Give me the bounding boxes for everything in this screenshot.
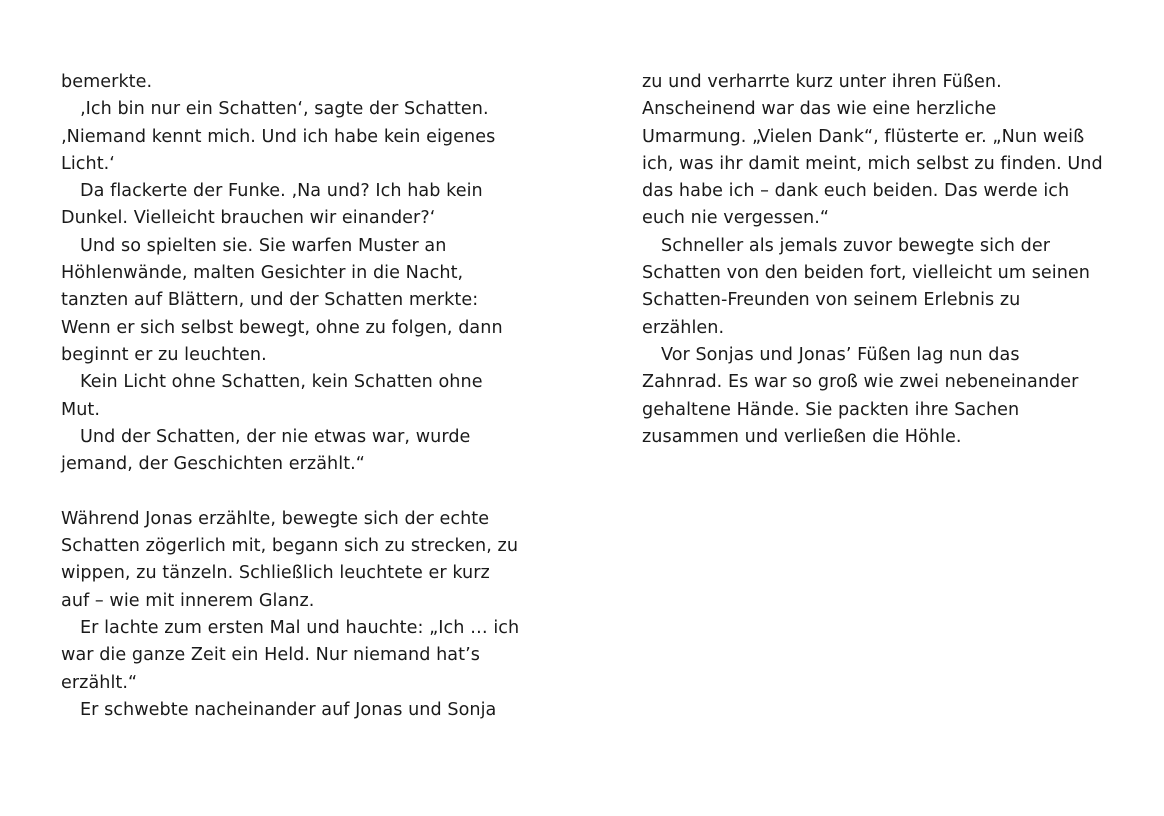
text-line: tanzten auf Blättern, und der Schatten merkte: bbox=[61, 290, 479, 311]
text-line: Licht.‘ bbox=[61, 153, 115, 174]
text-line: Dunkel. Vielleicht brauchen wir einander?‘ bbox=[61, 208, 436, 229]
text-line: Umarmung. „Vielen Dank“, flüsterte er. „Nun weiß bbox=[642, 126, 1085, 147]
text-line: euch nie vergessen.“ bbox=[642, 208, 830, 229]
text-line: wippen, zu tänzeln. Schließlich leuchtete er kurz bbox=[61, 563, 490, 584]
text-line: ich, was ihr damit meint, mich selbst zu finden. Und bbox=[642, 153, 1103, 174]
text-line: jemand, der Geschichten erzählt.“ bbox=[61, 454, 365, 475]
text-line: bemerkte. bbox=[61, 72, 153, 92]
text-line: auf – wie mit innerem Glanz. bbox=[61, 590, 315, 611]
text-line: Wenn er sich selbst bewegt, ohne zu folgen, dann bbox=[61, 317, 503, 338]
text-line: Und der Schatten, der nie etwas war, wurde bbox=[80, 426, 471, 447]
text-line: Kein Licht ohne Schatten, kein Schatten ohne bbox=[80, 372, 483, 393]
text-line: erzählt.“ bbox=[61, 672, 138, 693]
text-line: beginnt er zu leuchten. bbox=[61, 344, 267, 365]
text-line: Anscheinend war das wie eine herzliche bbox=[642, 99, 997, 120]
text-line: Zahnrad. Es war so groß wie zwei nebeneinander bbox=[642, 372, 1079, 393]
text-line: Höhlenwände, malten Gesichter in die Nacht, bbox=[61, 263, 464, 284]
text-line: Schatten von den beiden fort, vielleicht um seinen bbox=[642, 263, 1090, 284]
text-line: ‚Ich bin nur ein Schatten‘, sagte der Schatten. bbox=[80, 99, 489, 120]
right-page-text bbox=[642, 69, 1112, 451]
text-line: Vor Sonjas und Jonas’ Füßen lag nun das bbox=[661, 344, 1020, 365]
text-line: gehaltene Hände. Sie packten ihre Sachen bbox=[642, 399, 1020, 420]
text-line bbox=[61, 478, 531, 505]
text-line: war die ganze Zeit ein Held. Nur niemand hat’s bbox=[61, 645, 480, 666]
left-page-text bbox=[61, 69, 531, 724]
text-line: Da flackerte der Funke. ‚Na und? Ich hab kein bbox=[80, 181, 483, 202]
text-line: erzählen. bbox=[642, 317, 725, 338]
text-line: ‚Niemand kennt mich. Und ich habe kein eigenes bbox=[61, 126, 496, 147]
text-line: das habe ich – dank euch beiden. Das werde ich bbox=[642, 181, 1070, 202]
text-line: Während Jonas erzählte, bewegte sich der echte bbox=[61, 508, 490, 529]
text-line: Schatten zögerlich mit, begann sich zu strecken, zu bbox=[61, 536, 519, 557]
text-line: Schatten-Freunden von seinem Erlebnis zu bbox=[642, 290, 1021, 311]
text-line: Er schwebte nacheinander auf Jonas und Sonja bbox=[80, 699, 497, 720]
text-line: Er lachte zum ersten Mal und hauchte: „Ich … ich bbox=[80, 617, 520, 638]
text-line: zu und verharrte kurz unter ihren Füßen. bbox=[642, 72, 1002, 92]
text-line: zusammen und verließen die Höhle. bbox=[642, 426, 962, 447]
text-line: Mut. bbox=[61, 399, 101, 420]
text-line: Schneller als jemals zuvor bewegte sich der bbox=[661, 235, 1051, 256]
text-line: Und so spielten sie. Sie warfen Muster an bbox=[80, 235, 447, 256]
